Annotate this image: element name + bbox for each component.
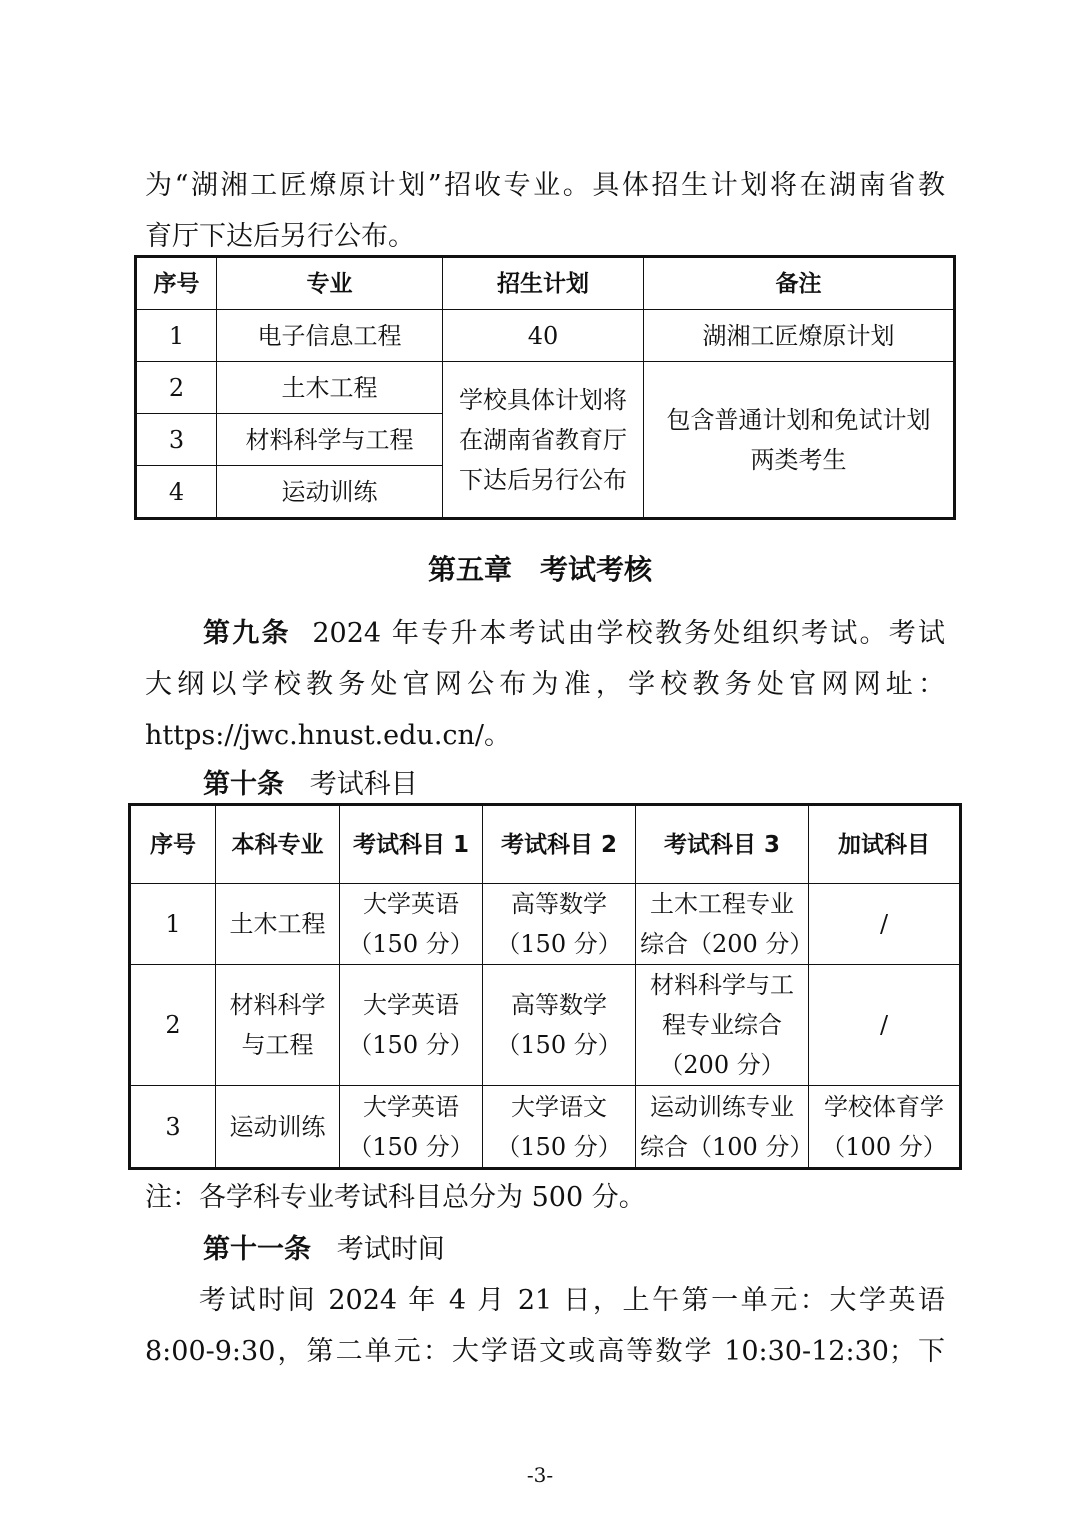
article-11-text: 考试时间 bbox=[336, 1234, 445, 1265]
article-11-line-2: 8:00-9:30，第二单元：大学语文或高等数学 10:30-12:30；下 bbox=[145, 1336, 945, 1367]
subject-1-cell bbox=[340, 965, 483, 1086]
table-header-row bbox=[131, 806, 960, 884]
subject-line: 运动训练专业 bbox=[650, 1092, 794, 1121]
header-cell: 备注 bbox=[644, 258, 954, 310]
article-9-line-1 bbox=[145, 608, 945, 659]
article-9-line-2: 大纲以学校教务处官网公布为准，学校教务处官网网址： bbox=[145, 669, 945, 700]
header-cell: 加试科目 bbox=[809, 806, 960, 884]
subject-line: （150 分） bbox=[496, 1132, 622, 1161]
subject-2-cell bbox=[483, 965, 636, 1086]
article-11-label: 第十一条 bbox=[203, 1234, 311, 1265]
header-cell: 考试科目 1 bbox=[340, 806, 483, 884]
subject-1-cell bbox=[340, 1086, 483, 1168]
header-cell: 本科专业 bbox=[216, 806, 340, 884]
subject-line: 高等数学 bbox=[511, 991, 607, 1019]
article-9-url: https://jwc.hnust.edu.cn/。 bbox=[145, 720, 512, 751]
subject-line: 大学语文 bbox=[511, 1092, 607, 1121]
subject-1-cell bbox=[340, 884, 483, 965]
merged-plan-line: 下达后另行公布 bbox=[459, 465, 627, 494]
major-line: 材料科学 bbox=[229, 991, 326, 1019]
row-number: 3 bbox=[137, 414, 217, 466]
table-row bbox=[131, 884, 960, 965]
subject-line: 土木工程专业 bbox=[650, 890, 794, 918]
subject-line: （150 分） bbox=[348, 1132, 474, 1161]
major-line: 土木工程 bbox=[229, 910, 326, 938]
major-cell bbox=[216, 965, 340, 1086]
subject-3-cell bbox=[636, 884, 814, 965]
major-line: 与工程 bbox=[241, 1031, 314, 1059]
chapter-heading: 第五章 考试考核 bbox=[427, 553, 652, 586]
row-number: 3 bbox=[131, 1086, 216, 1168]
merged-plan-line: 学校具体计划将 bbox=[459, 385, 627, 414]
row-number: 4 bbox=[137, 466, 217, 518]
subject-line: （150 分） bbox=[496, 1031, 622, 1059]
row-number: 1 bbox=[137, 310, 217, 362]
intro-line-2: 育厅下达后另行公布。 bbox=[145, 221, 415, 252]
subject-line: 程专业综合 bbox=[662, 1011, 782, 1039]
note-cell: 湖湘工匠燎原计划 bbox=[644, 310, 954, 362]
subject-3-cell bbox=[636, 965, 809, 1086]
table-row bbox=[131, 1086, 960, 1168]
major-cell bbox=[216, 884, 340, 965]
header-cell: 序号 bbox=[137, 258, 217, 310]
row-number: 2 bbox=[137, 362, 217, 414]
subject-line: （150 分） bbox=[348, 930, 474, 958]
table-row bbox=[131, 965, 960, 1086]
article-10 bbox=[145, 759, 945, 810]
subject-line: / bbox=[879, 1011, 889, 1039]
major-cell bbox=[216, 1086, 340, 1168]
table-header-row bbox=[137, 258, 954, 310]
subject-2-cell bbox=[483, 1086, 636, 1168]
header-cell: 考试科目 3 bbox=[636, 806, 809, 884]
major-cell: 运动训练 bbox=[217, 466, 443, 518]
subject-line: 高等数学 bbox=[511, 890, 607, 918]
row-number: 1 bbox=[131, 884, 216, 965]
intro-line-1: 为“湖湘工匠燎原计划”招收专业。具体招生计划将在湖南省教 bbox=[145, 170, 945, 201]
subject-3-cell bbox=[636, 1086, 814, 1168]
merged-plan-cell bbox=[443, 362, 644, 518]
article-9-text: 2024 年专升本考试由学校教务处组织考试。考试 bbox=[312, 618, 946, 649]
major-line: 运动训练 bbox=[229, 1112, 326, 1141]
table-footnote: 注：各学科专业考试科目总分为 500 分。 bbox=[145, 1182, 646, 1213]
table-row bbox=[137, 362, 954, 414]
extra-subject-cell bbox=[809, 1086, 960, 1168]
merged-note-line: 包含普通计划和免试计划 bbox=[666, 405, 931, 434]
subject-line: 学校体育学 bbox=[824, 1092, 944, 1121]
subject-line: （150 分） bbox=[496, 930, 622, 958]
subject-line: / bbox=[879, 910, 889, 938]
subject-line: （100 分） bbox=[821, 1132, 947, 1161]
article-11 bbox=[145, 1224, 945, 1275]
table-row bbox=[137, 310, 954, 362]
merged-note-line: 两类考生 bbox=[750, 445, 847, 474]
exam-time-text: 考试时间 2024 年 4 月 21 日，上午第一单元：大学英语 bbox=[199, 1285, 945, 1316]
subject-2-cell bbox=[483, 884, 636, 965]
subject-line: 大学英语 bbox=[363, 890, 459, 918]
enrollment-plan-table bbox=[136, 257, 954, 518]
header-cell: 招生计划 bbox=[443, 258, 644, 310]
header-cell: 专业 bbox=[217, 258, 443, 310]
header-cell: 序号 bbox=[131, 806, 216, 884]
plan-cell: 40 bbox=[443, 310, 644, 362]
exam-subjects-table bbox=[130, 805, 960, 1168]
major-cell: 电子信息工程 bbox=[217, 310, 443, 362]
extra-subject-cell bbox=[809, 884, 960, 965]
subject-line: 材料科学与工 bbox=[650, 971, 794, 999]
subject-line: （150 分） bbox=[348, 1031, 474, 1059]
article-9-label: 第九条 bbox=[203, 618, 291, 649]
header-cell: 考试科目 2 bbox=[483, 806, 636, 884]
merged-note-cell bbox=[644, 362, 954, 518]
subject-line: 综合（200 分） bbox=[640, 930, 814, 958]
extra-subject-cell bbox=[809, 965, 960, 1086]
subject-line: （200 分） bbox=[659, 1051, 785, 1079]
major-cell: 材料科学与工程 bbox=[217, 414, 443, 466]
page-number: -3- bbox=[526, 1463, 554, 1487]
subject-line: 大学英语 bbox=[363, 1092, 459, 1121]
major-cell: 土木工程 bbox=[217, 362, 443, 414]
subject-line: 综合（100 分） bbox=[640, 1132, 814, 1161]
subject-line: 大学英语 bbox=[363, 991, 459, 1019]
article-10-text: 考试科目 bbox=[309, 769, 418, 800]
merged-plan-line: 在湖南省教育厅 bbox=[459, 425, 627, 454]
article-10-label: 第十条 bbox=[203, 769, 284, 800]
article-11-line-1 bbox=[145, 1275, 945, 1326]
row-number: 2 bbox=[131, 965, 216, 1086]
